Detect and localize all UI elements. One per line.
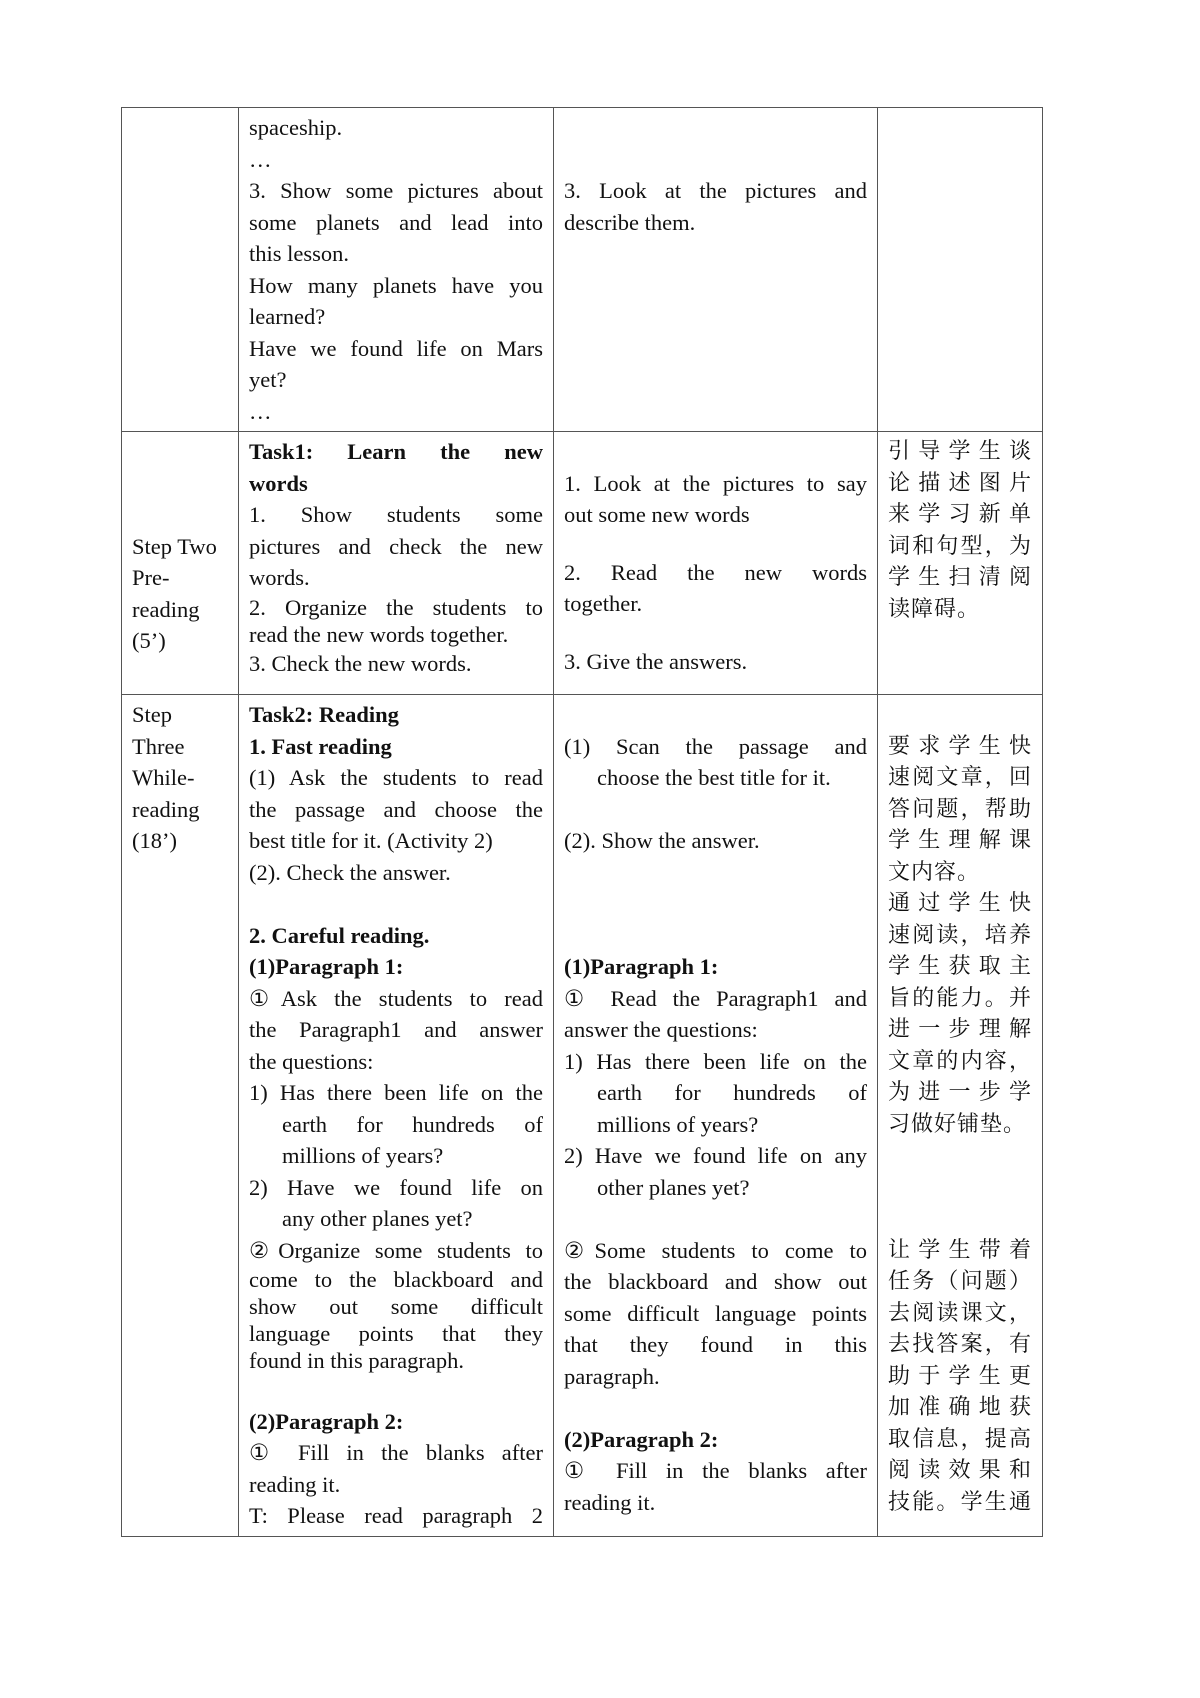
cell-line: together. [564, 591, 643, 616]
cell-line: 3. Look at the pictures and [564, 178, 867, 203]
cell-line: some difficult language points [564, 1300, 867, 1326]
cell-line: … [249, 146, 272, 172]
cell-line: 1. Show students some [249, 502, 543, 527]
teacher-activity-cell [239, 108, 554, 432]
cell-line: 2) Have we found life on [249, 1174, 543, 1200]
cell-line: 3. Give the answers. [564, 648, 748, 674]
cell-line [564, 920, 867, 952]
cell-line: best title for it. (Activity 2) [249, 828, 493, 853]
cell-line: How many planets have you [249, 272, 543, 298]
cell-line: the passage and choose the [249, 796, 543, 822]
cell-line: 2. Organize the students to [249, 594, 543, 620]
cell-line: … [249, 398, 272, 424]
cell-line: 1. Fast reading [249, 733, 392, 759]
cell-line: 2. Read the new words [564, 559, 867, 585]
cell-line: 1) Has there been life on the [249, 1080, 543, 1105]
cell-line [888, 1172, 1032, 1204]
step-label-line [132, 468, 228, 500]
cell-line [564, 112, 867, 144]
step-label-line: reading [132, 596, 200, 622]
cell-line: reading it. [249, 1471, 341, 1497]
cell-line: choose the best title for it. [597, 765, 831, 790]
cell-line: (2)Paragraph 2: [564, 1426, 719, 1452]
cell-line: found in this paragraph. [249, 1348, 464, 1373]
cell-line: other planes yet? [597, 1174, 750, 1200]
cell-line: ②Some students to come to [564, 1237, 867, 1263]
cell-line [564, 620, 867, 646]
cell-line: words [249, 470, 308, 496]
cell-line: 1) Has there been life on the [564, 1048, 867, 1074]
cell-line: millions of years? [597, 1111, 759, 1137]
cell-line: earth for hundreds of [282, 1111, 543, 1137]
cell-line: paragraph. [564, 1363, 660, 1389]
teacher-activity-cell [239, 695, 554, 1537]
cell-line: the blackboard and show out [564, 1269, 867, 1294]
cell-line: Task1: Learn the new [249, 439, 543, 464]
cell-line: 学生扫清阅 [888, 565, 1032, 590]
table-row [122, 108, 1043, 432]
cell-line: millions of years? [282, 1143, 444, 1168]
cell-line: learned? [249, 304, 326, 329]
cell-line: 技能。学生通 [888, 1489, 1032, 1515]
student-activity-cell [554, 695, 878, 1537]
step-cell [122, 108, 239, 432]
cell-line [564, 857, 867, 889]
step-label-line: Pre- [132, 565, 170, 590]
cell-line: (1) Ask the students to read [249, 765, 543, 790]
cell-line: 论描述图片 [888, 470, 1032, 496]
cell-line: some planets and lead into [249, 209, 543, 235]
cell-line: 答问题，帮助 [888, 796, 1032, 822]
cell-line: out some new words [564, 502, 750, 527]
cell-line: (1) Scan the passage and [564, 733, 867, 759]
cell-line: words. [249, 565, 310, 590]
student-activity-cell [554, 432, 878, 695]
cell-line [564, 794, 867, 826]
cell-line: any other planes yet? [282, 1206, 473, 1231]
cell-line: (1)Paragraph 1: [564, 954, 719, 979]
step-cell [122, 432, 239, 695]
cell-line: 速阅文章，回 [888, 765, 1032, 790]
cell-line: read the new words together. [249, 621, 509, 647]
cell-line: 助于学生更 [888, 1363, 1032, 1389]
cell-line: the questions: [249, 1048, 374, 1074]
design-purpose-cell [878, 108, 1043, 432]
cell-line [249, 1374, 543, 1406]
teacher-activity-cell [239, 432, 554, 695]
step-label-line [132, 499, 228, 531]
cell-line: 速阅读，培养 [888, 922, 1032, 948]
cell-line [564, 1392, 867, 1424]
table-row [122, 432, 1043, 695]
step-label-line: Step [132, 702, 173, 727]
cell-line: 让学生带着 [888, 1237, 1032, 1263]
cell-line: 为进一步学 [888, 1080, 1032, 1105]
cell-line [249, 888, 543, 920]
cell-line: 1. Look at the pictures to say [564, 470, 867, 496]
cell-line [888, 699, 1032, 731]
cell-line: 学生理解课 [888, 828, 1032, 853]
step-label-line: Three [132, 733, 185, 759]
cell-line: ① Fill in the blanks after [564, 1458, 867, 1483]
cell-line [564, 888, 867, 920]
cell-line: ①Ask the students to read [249, 985, 543, 1011]
cell-line [564, 1203, 867, 1235]
cell-line: pictures and check the new [249, 533, 543, 559]
step-label-line: (5’) [132, 628, 166, 653]
cell-line [564, 699, 867, 731]
cell-line: (2). Check the answer. [249, 859, 451, 885]
cell-line: (2). Show the answer. [564, 828, 760, 853]
cell-line: this lesson. [249, 241, 350, 266]
cell-line: (2)Paragraph 2: [249, 1408, 404, 1434]
cell-line: 3. Check the new words. [249, 650, 472, 676]
design-purpose-cell [878, 432, 1043, 695]
student-activity-cell [554, 108, 878, 432]
cell-line: reading it. [564, 1489, 656, 1515]
cell-line: 习做好铺垫。 [888, 1111, 1027, 1137]
cell-line [564, 436, 867, 468]
cell-line [888, 1203, 1032, 1235]
cell-line: show out some difficult [249, 1294, 543, 1319]
design-purpose-cell [878, 695, 1043, 1537]
cell-line: ②Organize some students to [249, 1237, 543, 1263]
cell-line: spaceship. [249, 115, 343, 140]
cell-line: come to the blackboard and [249, 1267, 543, 1292]
cell-line: T: Please read paragraph 2 [249, 1503, 543, 1528]
cell-line: answer the questions: [564, 1017, 758, 1042]
step-label-line: reading [132, 796, 200, 822]
cell-line: 去阅读课文， [888, 1300, 1032, 1326]
lesson-plan-table [121, 107, 1043, 1537]
cell-line: 加准确地获 [888, 1395, 1032, 1420]
cell-line: 进一步理解 [888, 1017, 1032, 1042]
cell-line: 任务（问题） [888, 1269, 1032, 1294]
step-label-line: While- [132, 765, 195, 790]
cell-line: Task2: Reading [249, 702, 399, 727]
cell-line: language points that they [249, 1321, 543, 1346]
cell-line: ① Fill in the blanks after [249, 1440, 543, 1465]
cell-line: 词和句型，为 [888, 533, 1032, 559]
cell-line: 取信息，提高 [888, 1426, 1032, 1452]
cell-line: 文内容。 [888, 859, 981, 885]
step-label-line: Step Two [132, 533, 217, 559]
cell-line: 去找答案，有 [888, 1332, 1032, 1357]
cell-line: 阅读效果和 [888, 1458, 1032, 1483]
cell-line: describe them. [564, 209, 696, 235]
cell-line: (1)Paragraph 1: [249, 954, 404, 979]
cell-line: earth for hundreds of [597, 1080, 867, 1105]
cell-line: 要求学生快 [888, 733, 1032, 759]
cell-line: the Paragraph1 and answer [249, 1017, 543, 1042]
cell-line [564, 531, 867, 557]
cell-line: 通过学生快 [888, 891, 1032, 916]
cell-line: 2. Careful reading. [249, 922, 430, 948]
cell-line [564, 144, 867, 176]
cell-line: 学生获取主 [888, 954, 1032, 979]
cell-line: yet? [249, 367, 287, 392]
cell-line: 引导学生谈 [888, 439, 1032, 464]
step-label-line: (18’) [132, 828, 177, 853]
cell-line: 读障碍。 [888, 596, 981, 622]
cell-line: 旨的能力。并 [888, 985, 1032, 1011]
step-cell [122, 695, 239, 1537]
cell-line [888, 1140, 1032, 1172]
cell-line: 3. Show some pictures about [249, 178, 543, 203]
cell-line: 文章的内容， [888, 1048, 1032, 1074]
cell-line: Have we found life on Mars [249, 335, 543, 361]
cell-line: 来学习新单 [888, 502, 1032, 527]
step-label-line [132, 436, 228, 468]
cell-line: that they found in this [564, 1332, 867, 1357]
cell-line: ① Read the Paragraph1 and [564, 985, 867, 1011]
cell-line: 2) Have we found life on any [564, 1143, 867, 1168]
table-row [122, 695, 1043, 1537]
